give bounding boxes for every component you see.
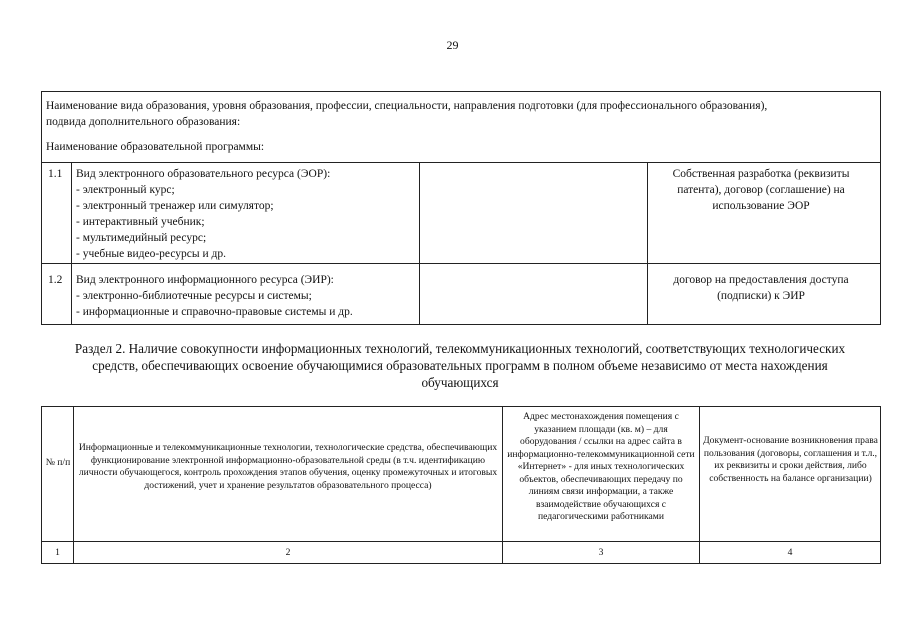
resource-type-line: - мультимедийный ресурс; [76,232,207,244]
resources-table [41,91,881,325]
resource-document-cell: договор на предоставления доступа (подписки) к ЭИР [673,274,849,302]
header-number: № п/п [45,457,71,468]
column-number: 4 [787,547,793,558]
resource-document-cell: Собственная разработка (реквизиты патента), договор (соглашение) на использование ЭОР [672,168,850,212]
resource-type-line: Вид электронного образовательного ресурса (ЭОР): [76,168,331,180]
column-divider [699,407,700,563]
education-type-label-line2: подвида дополнительного образования: [46,116,241,128]
column-number: 2 [285,547,291,558]
column-divider [73,407,74,563]
resource-type-line: - учебные видео-ресурсы и др. [76,248,226,260]
row-number: 1.2 [48,274,63,286]
resource-type-line: - интерактивный учебник; [76,216,205,228]
row-number: 1.1 [48,168,63,180]
education-type-label-line1: Наименование вида образования, уровня образования, профессии, специальности, направления подготовки (для профессионального образования), [46,100,768,112]
header-technologies: Информационные и телекоммуникационные технологии, технологические средства, обеспечивающих функционирование электронной информационно-образовательной среды (в т.ч. идентификацию личности обучающегося, контроль прохождения этапов обучения, оценку промежуточных и итоговых достижений, учет и хранение результатов образовательного процесса) [78,442,498,491]
row-divider [42,162,880,163]
row-divider [42,541,880,542]
resource-type-line: Вид электронного информационного ресурса (ЭИР): [76,274,334,286]
column-number: 3 [598,547,604,558]
resource-type-line: - информационные и справочно-правовые системы и др. [76,306,353,318]
resource-type-line: - электронно-библиотечные ресурсы и системы; [76,290,312,302]
program-name-label: Наименование образовательной программы: [46,141,265,153]
resource-type-line: - электронный курс; [76,184,175,196]
section-title: Раздел 2. Наличие совокупности информационных технологий, телекоммуникационных технологий, соответствующих технологических средств, обеспечивающих освоение обучающимися образовательных программ в полном объеме независимо от места нахождения обучающихся [74,341,846,390]
row-divider [42,263,880,264]
header-address: Адрес местонахождения помещения с указанием площади (кв. м) – для оборудования / ссылки на адрес сайта в информационно-телекоммуникационной сети «Интернет» - для иных технологических объектов, обеспечивающих передачу по линиям связи информации, а также взаимодействие обучающихся с педагогическими работниками [507,411,695,522]
resource-type-line: - электронный тренажер или симулятор; [76,200,274,212]
column-divider [647,162,648,324]
column-divider [502,407,503,563]
column-divider [419,162,420,324]
header-document: Документ-основание возникновения права пользования (договоры, соглашения и т.л., их реквизиты и сроки действия, либо собственность на балансе организации) [703,435,878,484]
column-number: 1 [55,547,60,558]
technologies-table [41,406,881,564]
page-number: 29 [446,38,459,52]
column-divider [71,162,72,324]
